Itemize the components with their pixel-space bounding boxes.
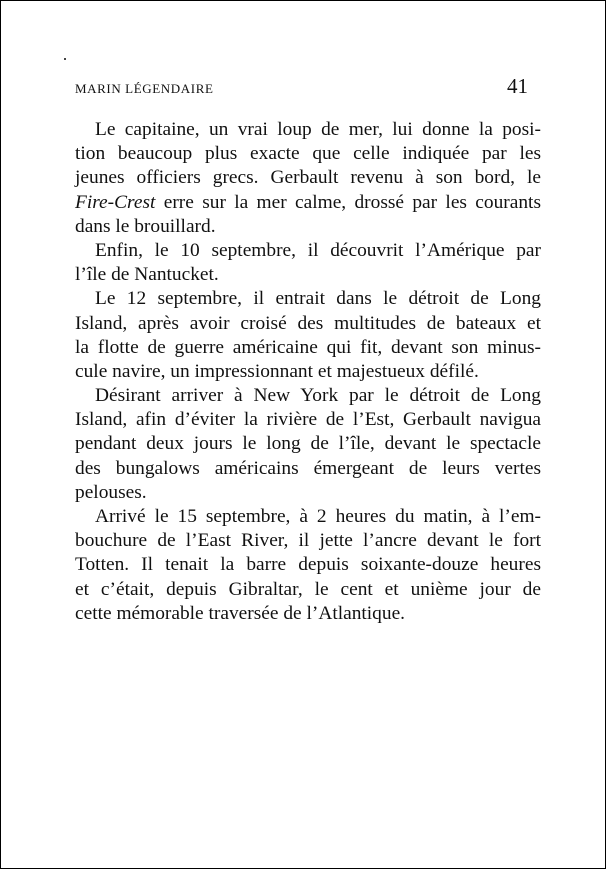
text-line: bouchure de l’East River, il jette l’ancre devant le fort bbox=[75, 530, 541, 552]
text-line: Arrivé le 15 septembre, à 2 heures du matin, à l’em- bbox=[95, 506, 541, 527]
text-line-rest: erre sur la mer calme, drossé par les courants bbox=[155, 191, 541, 213]
text-line: Enfin, le 10 septembre, il découvrit l’Amérique par bbox=[95, 239, 541, 261]
text-line: et c’était, depuis Gibraltar, le cent et unième jour de bbox=[75, 578, 541, 600]
text-line: des bungalows américains émergeant de leurs vertes bbox=[75, 457, 541, 479]
body-text bbox=[75, 118, 541, 626]
text-line: l’île de Nantucket. bbox=[75, 264, 219, 286]
speck bbox=[64, 58, 66, 60]
text-line: pelouses. bbox=[75, 481, 147, 503]
text-line: cette mémorable traversée de l’Atlantique. bbox=[75, 602, 406, 624]
boat-name: Fire-Crest bbox=[75, 191, 156, 213]
text-line: dans le brouillard. bbox=[75, 215, 216, 237]
text-line: Le 12 septembre, il entrait dans le détroit de Long bbox=[95, 288, 541, 310]
text-line: Island, après avoir croisé des multitudes de bateaux et bbox=[75, 312, 541, 334]
text-line: Totten. Il tenait la barre depuis soixante-douze heures bbox=[75, 554, 541, 576]
text-line bbox=[75, 191, 541, 215]
text-line: Island, afin d’éviter la rivière de l’Est, Gerbault navigua bbox=[75, 409, 541, 431]
text-line: Désirant arriver à New York par le détroit de Long bbox=[95, 385, 541, 407]
running-title: MARIN LÉGENDAIRE bbox=[75, 81, 214, 96]
text-line: cule navire, un impressionnant et majestueux défilé. bbox=[75, 360, 479, 382]
page-number: 41 bbox=[507, 74, 528, 98]
text-line: Le capitaine, un vrai loup de mer, lui donne la posi- bbox=[95, 119, 541, 140]
text-line: la flotte de guerre américaine qui fit, devant son minus- bbox=[75, 336, 541, 358]
text-line: tion beaucoup plus exacte que celle indiquée par les bbox=[75, 143, 541, 165]
text-line: pendant deux jours le long de l’île, devant le spectacle bbox=[75, 433, 541, 455]
text-line: jeunes officiers grecs. Gerbault revenu à son bord, le bbox=[75, 167, 541, 189]
